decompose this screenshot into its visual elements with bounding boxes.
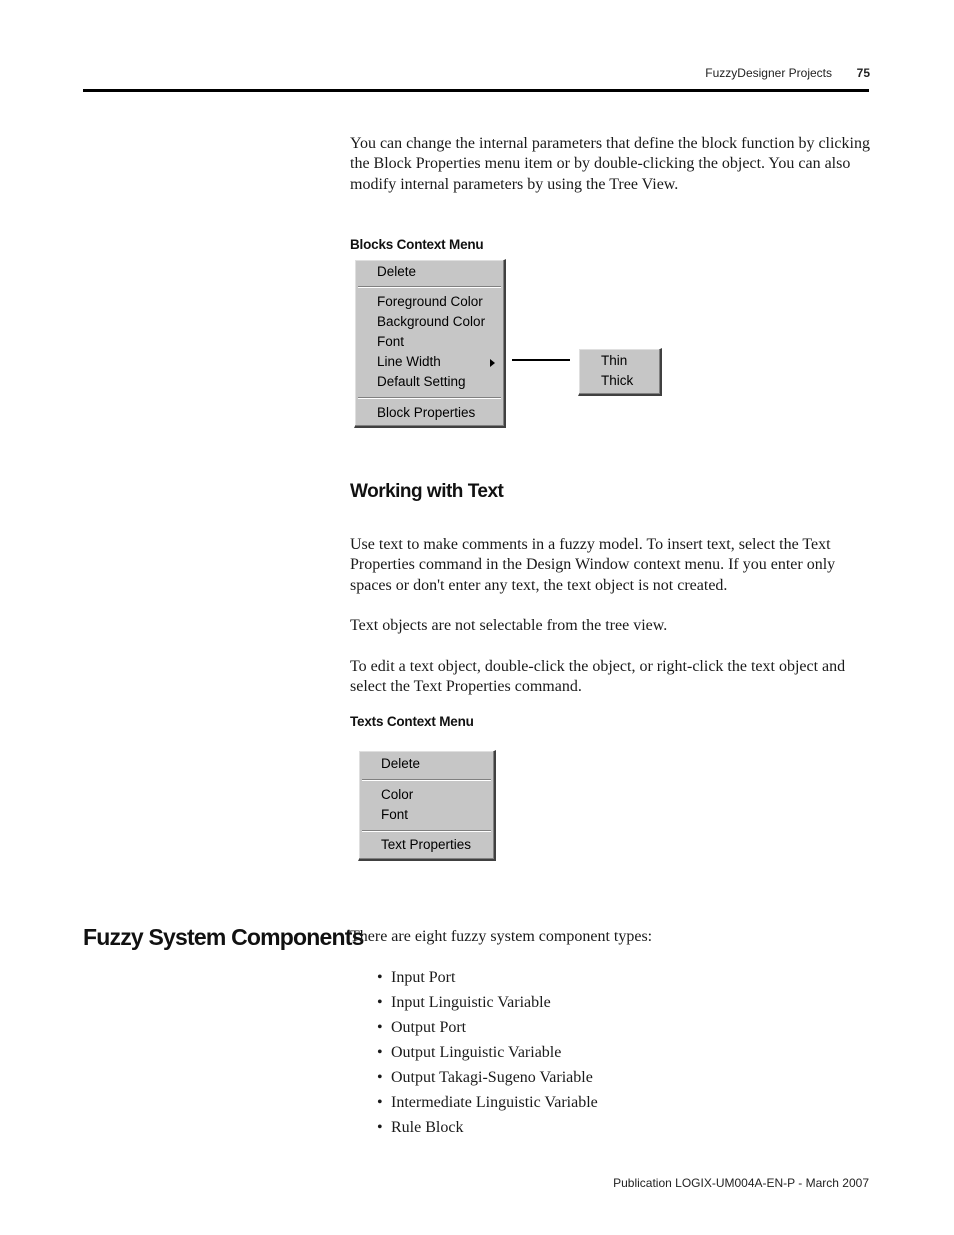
working-with-text-heading: Working with Text: [350, 481, 504, 502]
texts-menu-caption: Texts Context Menu: [350, 714, 474, 729]
menu-separator: [362, 779, 491, 781]
bullet-icon: •: [377, 1044, 383, 1061]
list-item: • Output Linguistic Variable: [377, 1040, 598, 1065]
menu-separator: [358, 286, 501, 288]
menu-item-foreground-color[interactable]: Foreground Color: [377, 294, 483, 309]
menu-item-font[interactable]: Font: [377, 334, 405, 349]
text-paragraph-3: To edit a text object, double-click the object, or right-click the text object and select the Text Properties command.: [350, 658, 846, 696]
page-number: 75: [856, 66, 870, 80]
submenu-arrow-icon: [490, 359, 495, 367]
intro-paragraph: You can change the internal parameters that define the block function by clicking the Block Properties menu item or by double-clicking the object. You can also modify internal parameters by using the Tree View.: [350, 135, 870, 193]
menu-separator: [358, 397, 501, 399]
bullet-icon: •: [377, 1069, 383, 1086]
submenu-item-thin[interactable]: Thin: [601, 353, 628, 368]
menu-item-text-properties[interactable]: Text Properties: [381, 837, 472, 852]
list-item: • Intermediate Linguistic Variable: [377, 1090, 598, 1115]
bullet-icon: •: [377, 1094, 383, 1111]
menu-item-background-color[interactable]: Background Color: [377, 314, 486, 329]
bullet-icon: •: [377, 1019, 383, 1036]
menu-item-default-setting[interactable]: Default Setting: [377, 374, 466, 389]
bullet-icon: •: [377, 994, 383, 1011]
menu-item-block-properties[interactable]: Block Properties: [377, 405, 476, 420]
line-width-submenu: [578, 348, 662, 396]
list-item: • Input Linguistic Variable: [377, 990, 598, 1015]
header-rule: [83, 89, 869, 92]
menu-item-delete[interactable]: Delete: [381, 756, 421, 771]
publication-footer: Publication LOGIX-UM004A-EN-P - March 2007: [613, 1176, 869, 1190]
list-item: • Input Port: [377, 965, 598, 990]
submenu-connector-line: [512, 359, 570, 361]
list-item: • Rule Block: [377, 1115, 598, 1140]
menu-item-delete[interactable]: Delete: [377, 264, 417, 279]
list-item: • Output Takagi-Sugeno Variable: [377, 1065, 598, 1090]
blocks-menu-caption: Blocks Context Menu: [350, 237, 484, 252]
menu-item-line-width[interactable]: Line Width: [377, 354, 441, 369]
submenu-item-thick[interactable]: Thick: [601, 373, 634, 388]
blocks-context-menu: [354, 259, 506, 428]
running-header-title: FuzzyDesigner Projects: [705, 66, 832, 80]
text-paragraph-1: Use text to make comments in a fuzzy model. To insert text, select the Text Properties command in the Design Window context menu. If you enter only spaces or don't enter any text, the text object is not created.: [350, 536, 836, 594]
texts-context-menu: [358, 750, 496, 861]
fuzzy-system-components-heading: Fuzzy System Components: [83, 924, 364, 950]
list-item: • Output Port: [377, 1015, 598, 1040]
menu-item-color[interactable]: Color: [381, 787, 414, 802]
bullet-icon: •: [377, 969, 383, 986]
component-types-list: [377, 965, 598, 1140]
text-paragraph-2: Text objects are not selectable from the tree view.: [350, 617, 668, 634]
menu-item-font[interactable]: Font: [381, 807, 409, 822]
bullet-icon: •: [377, 1119, 383, 1136]
components-intro: There are eight fuzzy system component types:: [350, 928, 653, 945]
menu-separator: [362, 830, 491, 832]
